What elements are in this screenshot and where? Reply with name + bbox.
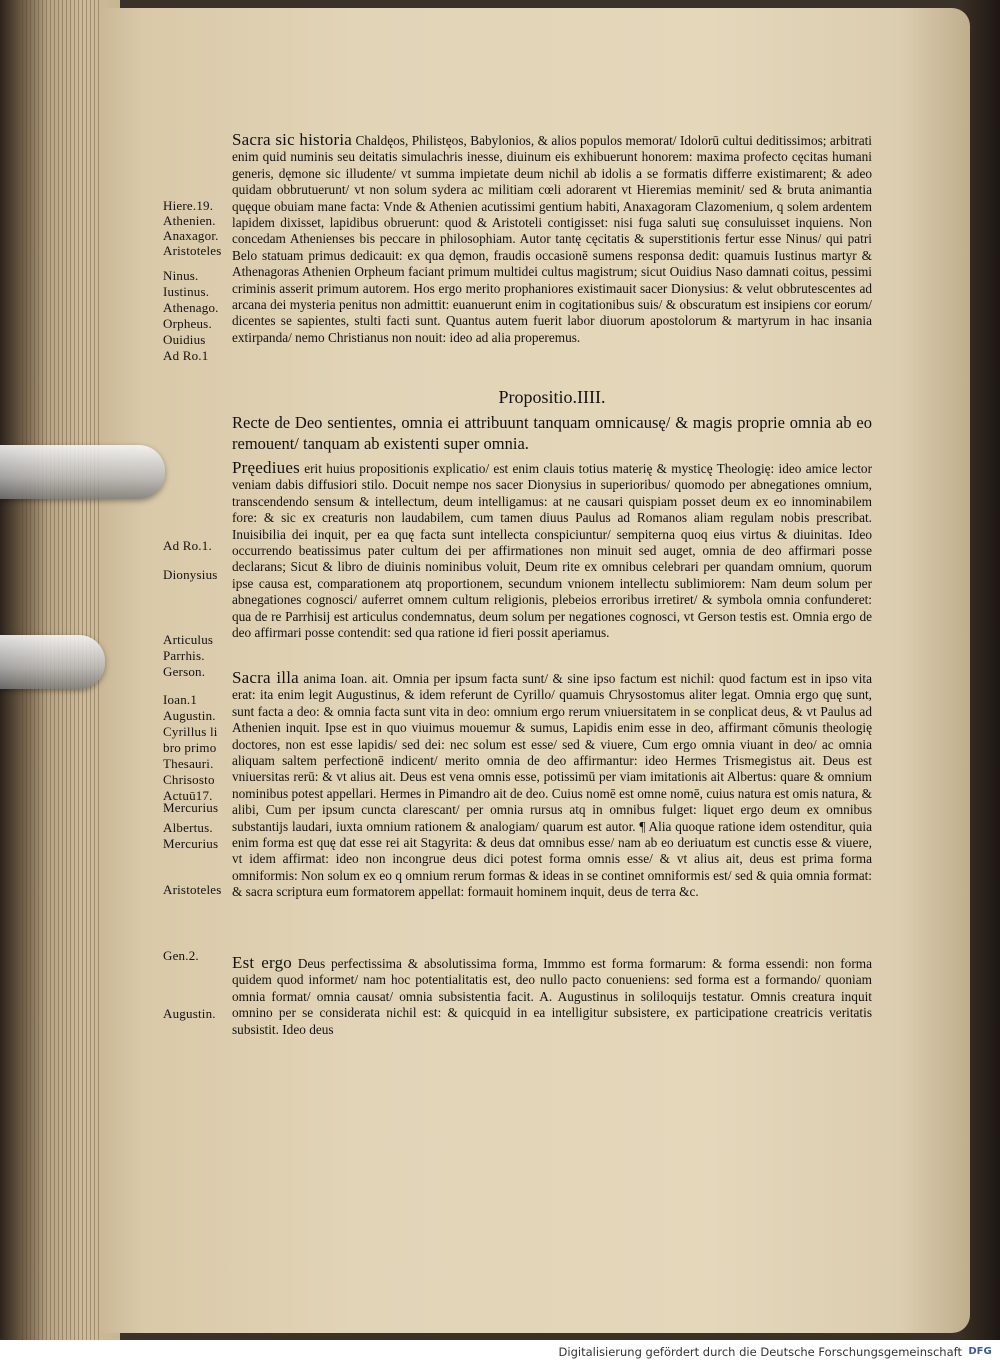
paragraph-body: erit huius propositionis explicatio/ est enim clauis totius materię & mysticę Theologię: ideo amice lector veniam dabis diffusiori stilo. Docuit nempe nos sacer Dionysius in superioribus/ quomodo per abnegationes omnium, transcendendo sensum & intellectum, deum intelligamus: at ne causari quispiam posset deum ex eo innominabilem fore: & sic ex creaturis non laudabilem, cum tamen diuus Paulus ad Romanos aliam regulam nobis prescribat. Inuisibilia dei inquit, per ea quę facta sunt intellecta conspiciuntur/ sempiterna quoq eius virtus & diuinitas. Ideo occurrendo beatissimus pater cultum dei per affirmationes non minuit sed auget, omnia de deo affirmari posse declarans; Sicut & libro de diuinis nominibus voluit, Deum rite ex omnibus celebrari per quandam omnium, quorum ipse causa est, comparationem atq proportionem, secundum vnionem intellectu sublimiorem: Nam deum solum per abnegationes cognosci/ auferret omnem cultum religionis, plebeios erroribus irretiret/ & symbola omnia confunderet: qua de re Parrhisij est articulus condemnatus, deum solum per negationes cognosci, vt Gerson testis est. Omnia ergo de deo affirmari posse contendit: sed qua ratione id fieri possit aperiamus. [232,461,873,641]
paragraph-lead: Sacra illa [232,668,299,687]
margin-note: Orpheus. [163,316,212,331]
margin-note: Articulus [163,632,214,647]
margin-note: Albertus. [163,820,213,835]
margin-note: Ouidius [163,332,206,347]
margin-note: Hiere.19. [163,198,214,213]
paragraph-2 [232,460,872,641]
paragraph-4 [232,955,872,1038]
margin-note: Actuū17. [163,788,213,803]
margin-note: Anaxagor. [163,228,219,243]
dfg-logo: DFG [968,1346,992,1357]
margin-note: Gen.2. [163,948,199,963]
margin-note: Gerson. [163,664,206,679]
margin-note: Ad Ro.1 [163,348,209,363]
margin-note: Iustinus. [163,284,210,299]
margin-note: Ninus. [163,268,199,283]
margin-note: Chrisosto [163,772,215,787]
paragraph-body: Deus perfectissima & absolutissima forma, Immmo est forma formarum: & forma essendi: non forma quidem quod informet/ nam hoc potentialitatis est, deo nullo pacto conueniens: sed forma est a formando/ quoniam omnia format/ omnia causat/ omnia subsistentia facit. A. Augustinus in soliloquijs testatur. Omnis creatura inquit omnino per se considerata nichil est: & quicquid in ea intelligitur subsistere, ex participatione creatricis veritatis subsistit. Ideo deus [232,956,872,1037]
paragraph-1 [232,132,872,346]
paragraph-lead: Est ergo [232,953,292,972]
margin-note: Dionysius [163,567,218,582]
page-clip-top [0,445,165,499]
margin-note: Aristoteles [163,882,222,897]
footer-bar [0,1340,1000,1365]
paragraph-body: Chaldęos, Philistęos, Babylonios, & alios populos memorat/ Idolorū cultui deditissimos; arbitrati enim quid numinis seu deitatis simulachris inesse, diuinum eis exhibuerunt honorem: maxima profecto cęcitas humani generis, dęmone sic illudente/ vt summa impietate deum nichil ab idolis a se formatis differre existimarent; & adeo quidam obbrutuerunt/ vt non solum sydera ac militiam cœli adorarent vt Hieremias meminit/ sed & bruta animantia quęque obuiam mane facta: Vnde & Athenien acutissimi gentium habiti, Anaxagoram Clazomenium, q solem ardentem lapidem dixisset, lapidibus obruerunt: quod & Aristoteli contigisset: nisi fuga saluti suę consuluisset inquiens. Non concedam Athenienses bis peccare in philosophiam. Autor tantę cęcitatis & superstitionis fertur esse Ninus/ qui patri Belo statuam primus dedicauit: ex qua dęmon, fraudis occasionē sumens responsa dedit: quamuis Iustinus martyr & Athenagoras Athenien Orpheum faciant primum multidei cultus magistrum; sicut Ouidius Naso damnati coitus, pessimi criminis asserit primum autorem. Hos ergo merito prophaniores existimauit sacer Dionysius: & velut obbrutescentes ad arcana dei mysteria penitus non admittit: euanuerunt enim in cogitationibus suis/ & obscuratum est insipiens cor eorum/ dicentes se sapientes, stulti facti sunt. Quantus autem fuerit labor diuorum apostolorum & martyrum in hac insania extirpanda/ nemo Christianus non nouit: ideo ad alia properemus. [232,133,873,345]
margin-note: Augustin. [163,708,216,723]
margin-note: bro primo [163,740,217,755]
margin-note: Athenago. [163,300,219,315]
margin-note: Athenien. [163,213,216,228]
margin-note: Thesauri. [163,756,214,771]
margin-note: Mercurius [163,800,219,815]
margin-note: Augustin. [163,1006,216,1021]
margin-note: Parrhis. [163,648,205,663]
paragraph-3 [232,670,872,901]
paragraph-lead: Pręediues [232,458,300,477]
proposition-statement: Recte de Deo sentientes, omnia ei attribuunt tanquam omnicausę/ & magis proprie omnia ab eo remouent/ tanquam ab existenti super omnia. [232,413,872,453]
margin-note: Ioan.1 [163,692,198,707]
proposition-heading: Propositio.IIII. [498,387,606,407]
margin-note: Aristoteles [163,243,222,258]
margin-note: Cyrillus li [163,724,218,739]
paragraph-lead: Sacra sic historia [232,130,352,149]
margin-note: Mercurius [163,836,219,851]
funding-credit: Digitalisierung gefördert durch die Deutsche Forschungsgemeinschaft [558,1345,962,1359]
margin-note: Ad Ro.1. [163,538,212,553]
page-clip-bottom [0,635,105,689]
paragraph-body: anima Ioan. ait. Omnia per ipsum facta sunt/ & sine ipso factum est nichil: quod factum est in ipso vita erat: ita enim legit Augustinus, & idem referunt de Cyrillo/ quamuis Chrysostomus aliter legat. Omnia ergo quę sunt, sunt facta a deo: & omnia facta sunt vita in deo: omnium ergo rerum vniuersitatem in se conplicat deus, & vt Paulus ad Athenien inquit. Ipse est in quo viuimus mouemur & sumus, Lapidis enim esse in deo, affirmant cōmunis theologię doctores, non est esse lapidis/ sed dei: nec solum est esse/ sed & viuere, Cum ergo omnia viuant in deo/ ac omnia aliquam saltem perfectionē indicent/ merito omnia de deo affirmantur: ideo Hermes Trismegistus ait. Deus est vniuersitas rerū: & vt alius ait. Deus est vena omnis esse, potissimū per viam imitationis ait Albertus: quare & omnium nominibus potest appellari. Hermes in Pimandro ait de deo. Cuius nomē est omne nomē, cuius natura est omis natura, & alibi, Cum per ipsum cuncta clarescant/ per omnia rursus atq in omnibus fulget: liquet ergo deum ex omnibus substantijs laudari, iuxta omnium rationem & analogiam/ quarum est autor. ¶ Alia quoque ratione idem ostenditur, quia enim forma est quę dat esse rei ait Stagyrita: & deus dat omnibus esse/ nam ab eo deriuatum est cunctis esse & viuere, vt idem affirmat: ideo non incongrue deus dici potest forma omnis esse/ & vt alius ait, deus est prima forma omniformis: Non solum ex eo q omnium rerum formas & ideas in se continet omniformis est/ sed & quia omnia format: & sacra scriptura eum formatorem appellat: formauit hominem inquit, deus de terra &c. [232,671,873,900]
